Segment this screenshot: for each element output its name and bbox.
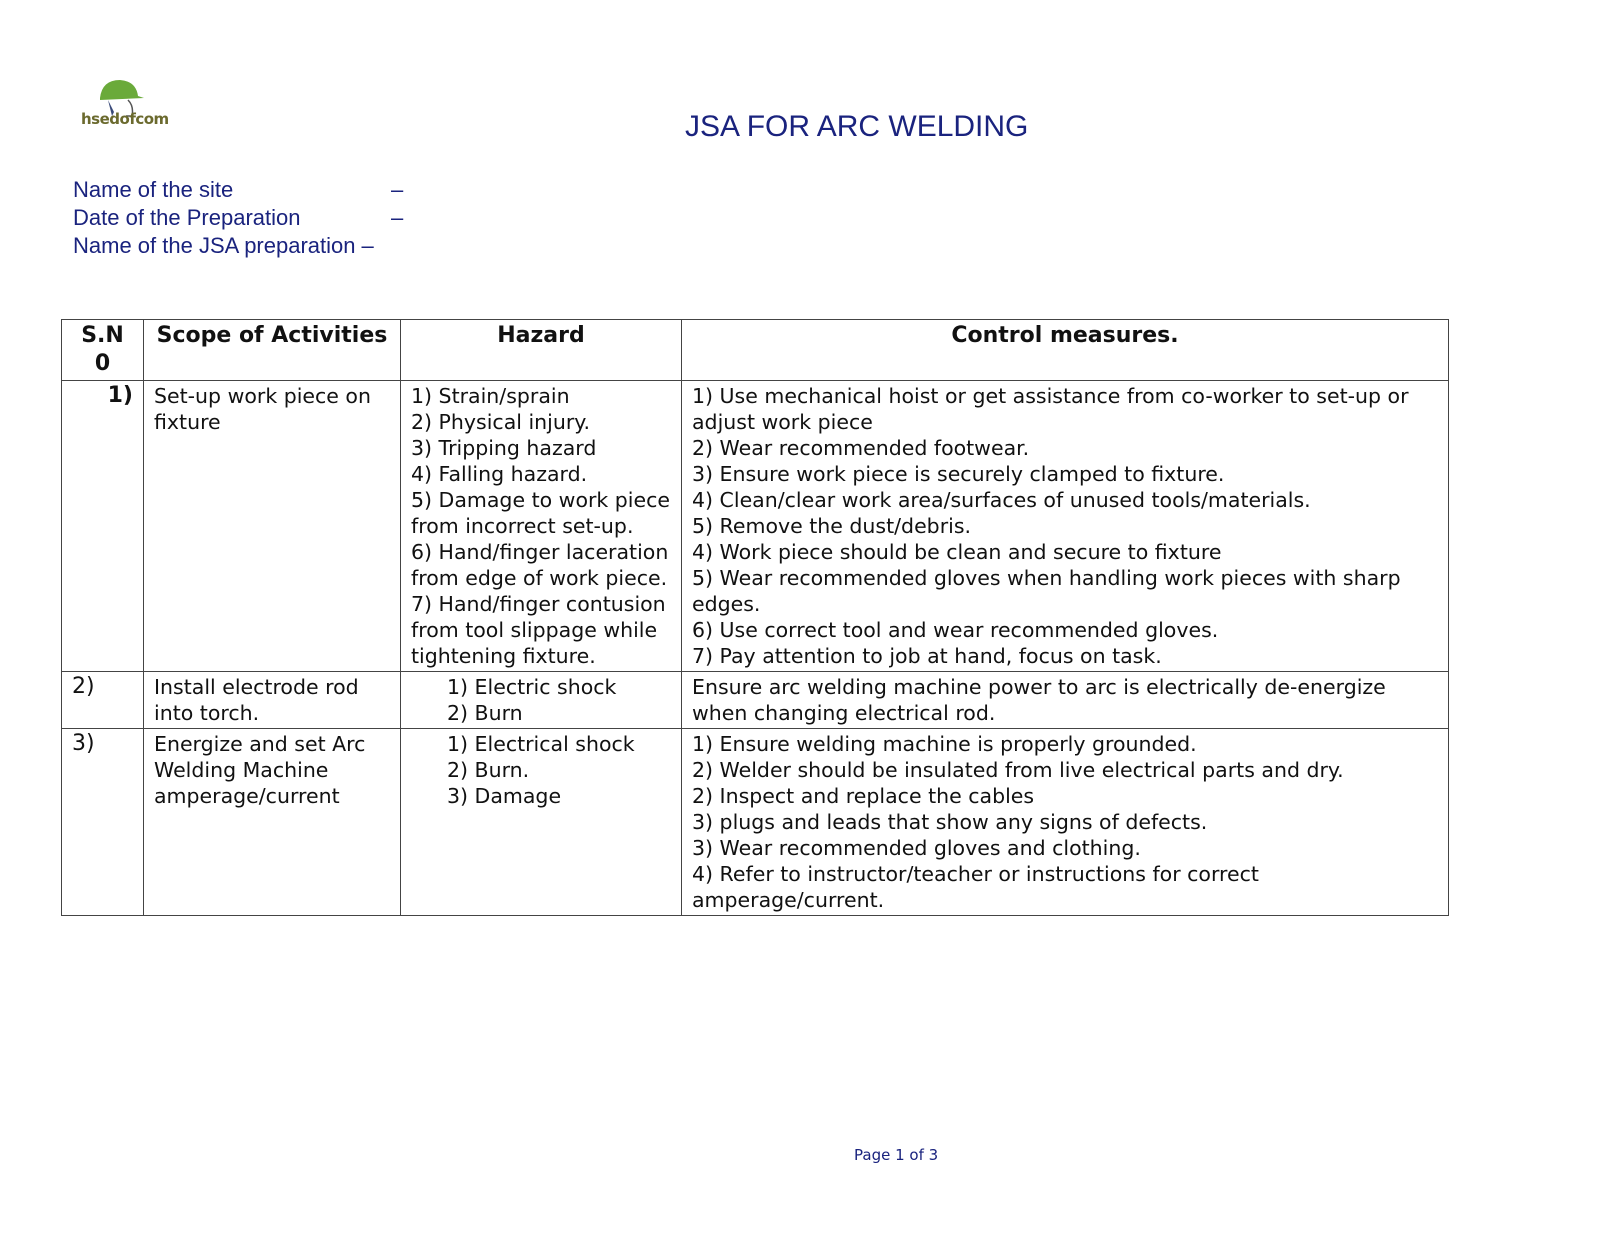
logo-text: hsedofcom bbox=[81, 110, 169, 128]
list-item: 1) Electrical shock bbox=[447, 732, 635, 756]
header-hazard: Hazard bbox=[401, 320, 682, 381]
row-controls bbox=[682, 672, 1449, 729]
list-item: 7) Pay attention to job at hand, focus on task. bbox=[692, 644, 1162, 668]
row-hazards bbox=[401, 672, 682, 729]
document-title: JSA FOR ARC WELDING bbox=[685, 110, 1029, 143]
list-item: 3) Wear recommended gloves and clothing. bbox=[692, 836, 1141, 860]
list-item: 3) Tripping hazard bbox=[411, 436, 597, 460]
row-hazards bbox=[401, 381, 682, 672]
table-row bbox=[62, 672, 1449, 729]
list-item: 4) Refer to instructor/teacher or instructions for correct amperage/current. bbox=[692, 862, 1259, 912]
table-row bbox=[62, 381, 1449, 672]
row-sn: 3) bbox=[62, 729, 144, 916]
list-item: 4) Falling hazard. bbox=[411, 462, 588, 486]
document-meta bbox=[73, 176, 403, 260]
list-item: 2) Physical injury. bbox=[411, 410, 590, 434]
list-item: 1) Strain/sprain bbox=[411, 384, 570, 408]
list-item: 6) Hand/finger laceration from edge of work piece. bbox=[411, 540, 669, 590]
header-controls: Control measures. bbox=[682, 320, 1449, 381]
row-scope: Install electrode rod into torch. bbox=[144, 672, 401, 729]
meta-preparer: Name of the JSA preparation – bbox=[73, 233, 374, 258]
header-sn: S.N 0 bbox=[62, 320, 144, 381]
list-item: 1) Use mechanical hoist or get assistance from co-worker to set-up or adjust work piece bbox=[692, 384, 1409, 434]
row-controls bbox=[682, 381, 1449, 672]
list-item: 2) Burn bbox=[447, 701, 523, 725]
list-item: 6) Use correct tool and wear recommended gloves. bbox=[692, 618, 1219, 642]
jsa-table bbox=[61, 319, 1449, 916]
list-item: 4) Clean/clear work area/surfaces of unused tools/materials. bbox=[692, 488, 1311, 512]
table-header-row bbox=[62, 320, 1449, 381]
page-number: Page 1 of 3 bbox=[854, 1146, 939, 1164]
list-item: 3) Damage bbox=[447, 784, 562, 808]
list-item: 2) Wear recommended footwear. bbox=[692, 436, 1030, 460]
row-scope: Energize and set Arc Welding Machine amperage/current bbox=[144, 729, 401, 916]
meta-date: Date of the Preparation – bbox=[73, 205, 404, 230]
list-item: 2) Burn. bbox=[447, 758, 530, 782]
row-controls bbox=[682, 729, 1449, 916]
row-sn: 2) bbox=[62, 672, 144, 729]
list-item: 3) plugs and leads that show any signs of defects. bbox=[692, 810, 1208, 834]
list-item: 7) Hand/finger contusion from tool slippage while tightening fixture. bbox=[411, 592, 666, 668]
header-scope: Scope of Activities bbox=[144, 320, 401, 381]
list-item: 2) Welder should be insulated from live electrical parts and dry. bbox=[692, 758, 1344, 782]
list-item: 2) Inspect and replace the cables bbox=[692, 784, 1035, 808]
list-item: 5) Remove the dust/debris. bbox=[692, 514, 972, 538]
row-scope: Set-up work piece on fixture bbox=[144, 381, 401, 672]
meta-site: Name of the site – bbox=[73, 177, 404, 202]
list-item: 1) Electric shock bbox=[447, 675, 617, 699]
list-item: 5) Wear recommended gloves when handling work pieces with sharp edges. bbox=[692, 566, 1401, 616]
list-item: 5) Damage to work piece from incorrect set-up. bbox=[411, 488, 671, 538]
list-item: 3) Ensure work piece is securely clamped to fixture. bbox=[692, 462, 1225, 486]
row-sn: 1) bbox=[62, 381, 144, 672]
list-item: 4) Work piece should be clean and secure to fixture bbox=[692, 540, 1222, 564]
row-hazards bbox=[401, 729, 682, 916]
table-row bbox=[62, 729, 1449, 916]
list-item: 1) Ensure welding machine is properly grounded. bbox=[692, 732, 1197, 756]
list-item: Ensure arc welding machine power to arc is electrically de-energize when changing electrical rod. bbox=[692, 675, 1386, 725]
